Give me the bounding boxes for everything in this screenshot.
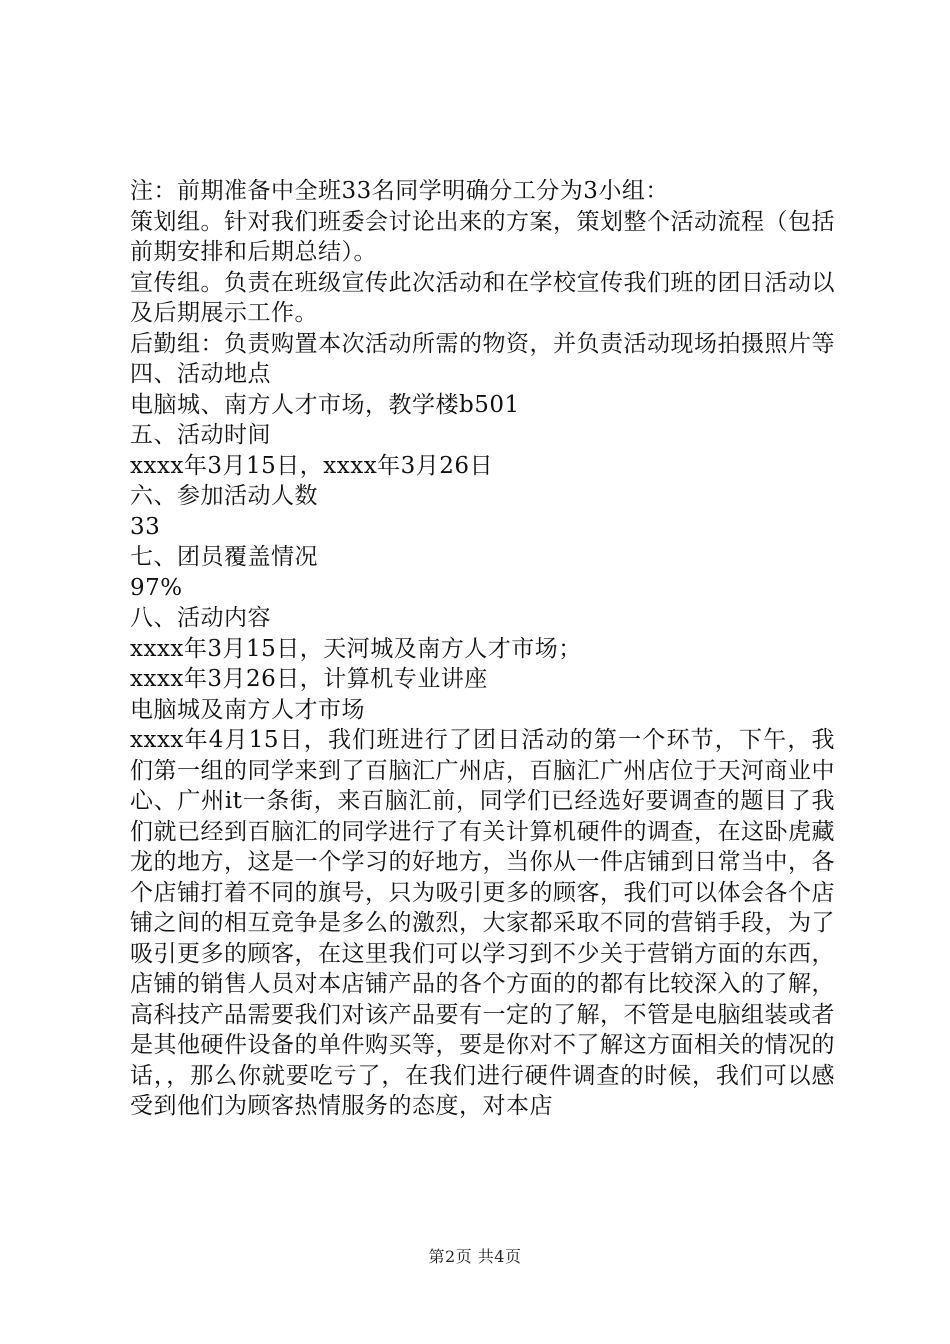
location-text: 电脑城、南方人才市场，教学楼b501 [130, 391, 520, 418]
body-paragraph: xxxx年4月15日，我们班进行了团日活动的第一个环节，下午，我们第一组的同学来到了百脑汇广州店，百脑汇广州店位于天河商业中心、广州it一条街，来百脑汇前，同学们已经选好要调查的题目了我们就已经到百脑汇的同学进行了有关计算机硬件的调查，在这卧虎藏龙的地方，这是一个学习的好地方，当你从一件店铺到日常当中，各个店铺打着不同的旗号，只为吸引更多的顾客，我们可以体会各个店铺之间的相互竞争是多么的激烈，大家都采取不同的营销手段，为了吸引更多的顾客，在这里我们可以学习到不少关于营销方面的东西，店铺的销售人员对本店铺产品的各个方面的的都有比较深入的了解，高科技产品需要我们对该产品要有一定的了解，不管是电脑组装或者是其他硬件设备的单件购买等，要是你对不了解这方面相关的情况的话，，那么你就要吃亏了，在我们进行硬件调查的时候，我们可以感受到他们为顾客热情服务的态度，对本店 [130, 727, 835, 1119]
coverage-value: 97% [130, 574, 183, 601]
publicity-group-paragraph: 宣传组。负责在班级宣传此次活动和在学校宣传我们班的团日活动以及后期展示工作。 [130, 269, 835, 326]
section-heading-time: 五、活动时间 [130, 422, 271, 448]
section-heading-coverage: 七、团员覆盖情况 [130, 544, 318, 570]
participants-count: 33 [130, 513, 161, 540]
content-item-2: xxxx年3月26日，计算机专业讲座 [130, 666, 488, 692]
subheading-computer-city: 电脑城及南方人才市场 [130, 696, 365, 723]
page-footer: 第2页 共4页 [428, 1247, 522, 1266]
logistics-group-paragraph: 后勤组：负责购置本次活动所需的物资，并负责活动现场拍摄照片等 [130, 330, 835, 357]
time-text: xxxx年3月15日，xxxx年3月26日 [130, 452, 494, 479]
section-heading-participants: 六、参加活动人数 [130, 483, 318, 509]
content-item-1: xxxx年3月15日，天河城及南方人才市场； [130, 635, 582, 662]
note-paragraph: 注：前期准备中全班33名同学明确分工分为3小组： [130, 178, 669, 204]
document-body [130, 176, 835, 1122]
section-heading-content: 八、活动内容 [130, 605, 271, 631]
section-heading-location: 四、活动地点 [130, 361, 271, 387]
planning-group-paragraph: 策划组。针对我们班委会讨论出来的方案，策划整个活动流程（包括前期安排和后期总结）。 [130, 208, 835, 265]
